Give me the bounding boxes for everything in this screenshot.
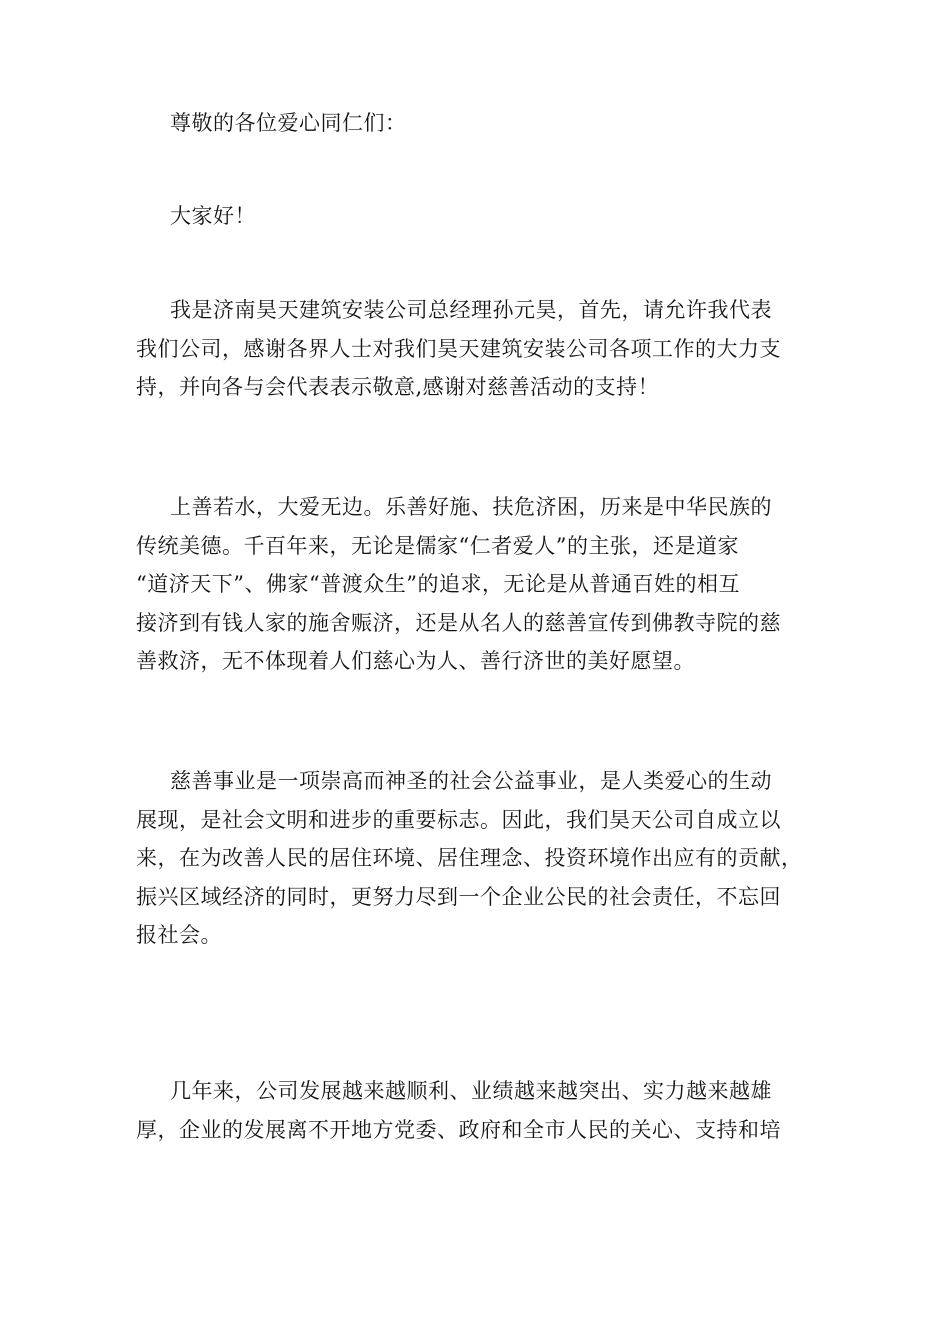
paragraph-line: 善救济，无不体现着人们慈心为人、善行济世的美好愿望。 — [136, 649, 695, 673]
paragraph-line: 厚，企业的发展离不开地方党委、政府和全市人民的关心、支持和培 — [136, 1117, 781, 1142]
paragraph-2 — [136, 488, 826, 681]
paragraph-line: 几年来，公司发展越来越顺利、业绩越来越突出、实力越来越雄 — [170, 1079, 772, 1103]
greeting: 大家好！ — [170, 204, 256, 228]
paragraph-3 — [136, 762, 826, 955]
paragraph-line: 上善若水，大爱无边。乐善好施、扶危济困，历来是中华民族的 — [170, 495, 772, 519]
paragraph-4 — [136, 1072, 826, 1149]
paragraph-line: “道济天下”、佛家“普渡众生”的追求，无论是从普通百姓的相互 — [136, 572, 740, 596]
paragraph-line: 慈善事业是一项崇高而神圣的社会公益事业，是人类爱心的生动 — [170, 769, 772, 793]
salutation: 尊敬的各位爱心同仁们： — [170, 111, 407, 135]
paragraph-1 — [136, 291, 826, 407]
paragraph-line: 我是济南昊天建筑安装公司总经理孙元昊，首先，请允许我代表 — [170, 298, 772, 322]
paragraph-line: 报社会。 — [136, 923, 222, 947]
paragraph-line: 振兴区域经济的同时，更努力尽到一个企业公民的社会责任，不忘回 — [136, 884, 781, 909]
paragraph-line: 接济到有钱人家的施舍赈济，还是从名人的慈善宣传到佛教寺院的慈 — [136, 610, 781, 635]
paragraph-line: 来，在为改善人民的居住环境、居住理念、投资环境作出应有的贡献， — [136, 846, 803, 870]
paragraph-line: 展现，是社会文明和进步的重要标志。因此，我们昊天公司自成立以 — [136, 807, 781, 832]
paragraph-line: 持，并向各与会代表表示敬意,感谢对慈善活动的支持！ — [136, 375, 660, 399]
paragraph-line: 我们公司，感谢各界人士对我们昊天建筑安装公司各项工作的大力支 — [136, 336, 781, 361]
paragraph-line: 传统美德。千百年来，无论是儒家“仁者爱人”的主张，还是道家 — [136, 533, 739, 558]
